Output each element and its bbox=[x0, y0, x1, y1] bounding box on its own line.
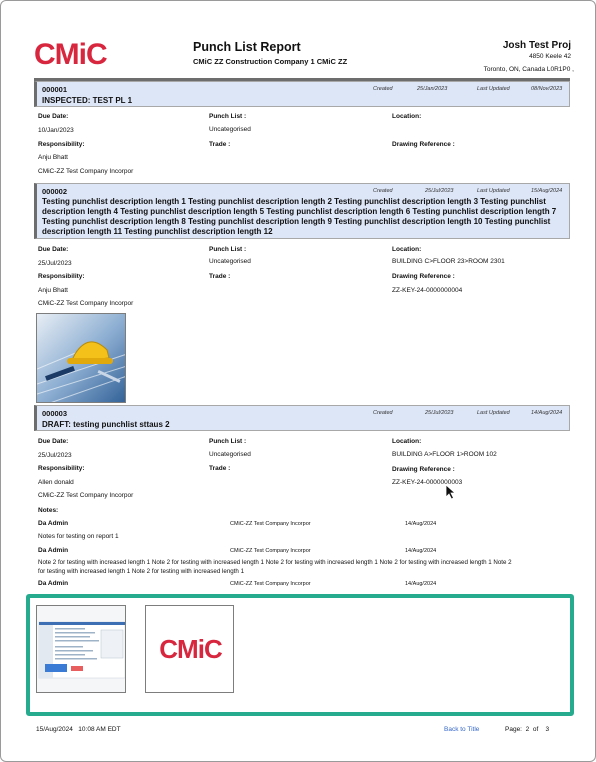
attachments-highlight-box bbox=[26, 594, 574, 716]
punch-list-label: Punch List : bbox=[209, 113, 247, 120]
back-to-title-link[interactable]: Back to Title bbox=[444, 726, 480, 733]
punch-list-label: Punch List : bbox=[209, 438, 247, 445]
location-value: BUILDING C>FLOOR 23>ROOM 2301 bbox=[392, 258, 505, 265]
updated-label: Last Updated bbox=[477, 86, 510, 92]
created-date: 25/Jul/2023 bbox=[425, 188, 454, 194]
responsible-person: Allen donald bbox=[38, 479, 74, 486]
location-label: Location: bbox=[392, 113, 422, 120]
updated-date: 14/Aug/2024 bbox=[531, 410, 563, 416]
due-date-value: 10/Jan/2023 bbox=[38, 127, 74, 134]
note-company: CMiC-ZZ Test Company Incorpor bbox=[230, 548, 311, 554]
trade-label: Trade : bbox=[209, 273, 231, 280]
created-date: 25/Jul/2023 bbox=[425, 410, 454, 416]
footer-date: 15/Aug/2024 bbox=[36, 726, 73, 733]
drawing-ref-label: Drawing Reference : bbox=[392, 141, 455, 148]
punch-list-value: Uncategorised bbox=[209, 451, 251, 458]
punch-item-header-3 bbox=[34, 405, 570, 431]
company-name: CMiC ZZ Construction Company 1 CMiC ZZ bbox=[193, 57, 348, 66]
created-label: Created bbox=[373, 410, 393, 416]
due-date-label: Due Date: bbox=[38, 438, 69, 445]
punch-list-value: Uncategorised bbox=[209, 126, 251, 133]
project-address-line1: 4850 Keele 42 bbox=[529, 53, 571, 60]
item-title: Testing punchlist description length 1 Testing punchlist description length 2 Testing punchlist description length 3 Testing punchlist description length 4 Testing punchlist description length 5 Testing punchlist description length 6 Testing punchlist description length 7 Testing punchlist description length 8 Testing punchlist description length 9 Testing punchlist description length 10 Testing punchlist description length 11 Testing punchlist description length 12 bbox=[42, 197, 557, 236]
responsible-company: CMiC-ZZ Test Company Incorpor bbox=[38, 168, 134, 175]
cmic-logo-image: CMiC bbox=[159, 634, 222, 664]
note-company: CMiC-ZZ Test Company Incorpor bbox=[230, 521, 311, 527]
note-text-line1: Note 2 for testing with increased length 1 Note 2 for testing with increased length 1 Note 2 for testing with increased length 1 Note 2 for testing with increased length 1 Note 2 bbox=[38, 559, 512, 566]
footer-timestamp bbox=[36, 726, 121, 733]
cmic-logo: CMiC bbox=[34, 38, 107, 71]
responsible-company: CMiC-ZZ Test Company Incorpor bbox=[38, 492, 134, 499]
notes-label: Notes: bbox=[38, 507, 59, 514]
note-date: 14/Aug/2024 bbox=[405, 581, 437, 587]
hardhat-photo-icon bbox=[37, 314, 126, 403]
responsible-person: Anju Bhatt bbox=[38, 287, 68, 294]
created-date: 25/Jan/2023 bbox=[417, 86, 448, 92]
item-title: INSPECTED: TEST PL 1 bbox=[42, 96, 133, 105]
item-number: 000001 bbox=[42, 85, 68, 94]
updated-label: Last Updated bbox=[477, 188, 510, 194]
project-address-line2: Toronto, ON, Canada L0R1P0 , bbox=[483, 66, 574, 73]
page-label: Page: bbox=[505, 726, 522, 733]
note-author: Da Admin bbox=[38, 580, 69, 587]
item-number: 000002 bbox=[42, 187, 68, 196]
updated-label: Last Updated bbox=[477, 410, 510, 416]
page-of-label: of bbox=[532, 726, 539, 733]
note-company: CMiC-ZZ Test Company Incorpor bbox=[230, 581, 311, 587]
due-date-value: 25/Jul/2023 bbox=[38, 452, 72, 459]
punch-item-header-1 bbox=[34, 81, 570, 107]
due-date-value: 25/Jul/2023 bbox=[38, 260, 72, 267]
punch-list-label: Punch List : bbox=[209, 246, 247, 253]
note-date: 14/Aug/2024 bbox=[405, 548, 437, 554]
page-total: 3 bbox=[545, 726, 550, 733]
location-label: Location: bbox=[392, 246, 422, 253]
drawing-ref-label: Drawing Reference : bbox=[392, 466, 455, 473]
note-text: Notes for testing on report 1 bbox=[38, 533, 119, 540]
created-label: Created bbox=[373, 188, 393, 194]
drawing-ref-value: ZZ-KEY-24-0000000003 bbox=[392, 479, 463, 486]
punch-list-value: Uncategorised bbox=[209, 258, 251, 265]
footer-time: 10:08 AM EDT bbox=[78, 726, 121, 733]
note-text-line2: for testing with increased length 1 Note 2 for testing with increased length 1 bbox=[38, 568, 245, 575]
responsible-company: CMiC-ZZ Test Company Incorpor bbox=[38, 300, 134, 307]
item-number: 000003 bbox=[42, 409, 68, 418]
responsibility-label: Responsibility: bbox=[38, 141, 85, 148]
page-indicator bbox=[505, 726, 549, 733]
responsibility-label: Responsibility: bbox=[38, 465, 85, 472]
report-title: Punch List Report bbox=[193, 40, 301, 54]
note-author: Da Admin bbox=[38, 547, 69, 554]
trade-label: Trade : bbox=[209, 141, 231, 148]
responsibility-label: Responsibility: bbox=[38, 273, 85, 280]
due-date-label: Due Date: bbox=[38, 246, 69, 253]
location-value: BUILDING A>FLOOR 1>ROOM 102 bbox=[392, 451, 497, 458]
location-label: Location: bbox=[392, 438, 422, 445]
updated-date: 08/Nov/2023 bbox=[531, 86, 563, 92]
created-label: Created bbox=[373, 86, 393, 92]
drawing-ref-value: ZZ-KEY-24-0000000004 bbox=[392, 287, 463, 294]
item-title: DRAFT: testing punchlist sttaus 2 bbox=[42, 420, 170, 429]
mouse-cursor-icon bbox=[445, 484, 457, 500]
project-name: Josh Test Proj bbox=[502, 40, 571, 51]
note-author: Da Admin bbox=[38, 520, 69, 527]
updated-date: 15/Aug/2024 bbox=[531, 188, 563, 194]
drawing-ref-label: Drawing Reference : bbox=[392, 273, 455, 280]
punch-item-header-2 bbox=[34, 183, 570, 239]
attachment-photo-hardhat[interactable] bbox=[36, 313, 126, 403]
due-date-label: Due Date: bbox=[38, 113, 69, 120]
responsible-person: Anju Bhatt bbox=[38, 154, 68, 161]
page-number: 2 bbox=[525, 726, 530, 733]
trade-label: Trade : bbox=[209, 465, 231, 472]
note-date: 14/Aug/2024 bbox=[405, 521, 437, 527]
